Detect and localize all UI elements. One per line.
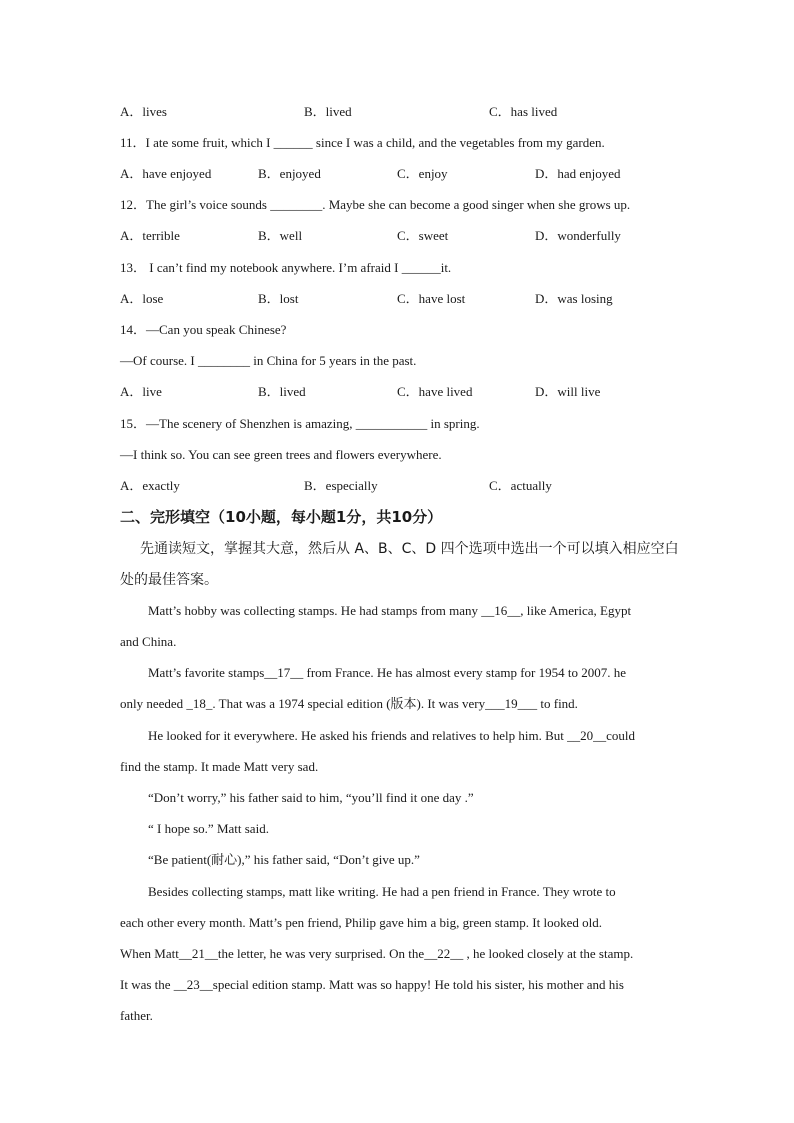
passage-text: , like America, Egypt xyxy=(520,603,632,618)
q14-line-2 xyxy=(120,353,416,369)
passage-text: He looked for it everywhere. He asked his friends and relatives to help him. But xyxy=(148,728,568,743)
passage-line: “Don’t worry,” his father said to him, “you’ll find it one day .” xyxy=(148,790,474,805)
q14-line-1: 14．—Can you speak Chinese? xyxy=(120,322,287,337)
q15-line-2: —I think so. You can see green trees and flowers everywhere. xyxy=(120,447,442,462)
q13-option-c: C．have lost xyxy=(397,291,466,306)
q13-option-d: D．was losing xyxy=(535,291,613,306)
passage-text: could xyxy=(606,728,636,743)
q11-stem xyxy=(120,135,605,151)
blank-17: __17__ xyxy=(264,665,304,680)
q12-option-c: C．sweet xyxy=(397,228,449,243)
q10-option-a: A．lives xyxy=(120,104,167,119)
passage-text: , he looked closely at the stamp. xyxy=(463,946,634,961)
q13-option-b: B．lost xyxy=(258,291,299,306)
passage-text: only needed xyxy=(120,696,187,711)
q11-stem-text-end: since I was a child, and the vegetables from my garden. xyxy=(312,135,605,150)
passage-text: When Matt xyxy=(120,946,179,961)
passage-line xyxy=(148,665,626,681)
passage-text: Matt’s favorite stamps xyxy=(148,665,265,680)
q12-option-d: D．wonderfully xyxy=(535,228,621,243)
q11-option-a: A．have enjoyed xyxy=(120,166,212,181)
q12-stem-text: 12．The girl’s voice sounds xyxy=(120,197,271,212)
passage-text: the letter, he was very surprised. On the xyxy=(217,946,425,961)
blank-23: __23__ xyxy=(173,977,213,992)
q11-option-b: B．enjoyed xyxy=(258,166,321,181)
q14-line-2-text: —Of course. I xyxy=(120,353,198,368)
passage-line xyxy=(120,696,578,712)
q15-line-1-text-end: in spring. xyxy=(427,416,480,431)
q11-option-c: C．enjoy xyxy=(397,166,448,181)
passage-line: Besides collecting stamps, matt like writing. He had a pen friend in France. They wrote to xyxy=(148,884,616,899)
q11-stem-text: 11．I ate some fruit, which I xyxy=(120,135,274,150)
passage-line xyxy=(148,728,635,744)
q10-option-c: C．has lived xyxy=(489,104,558,119)
passage-text: Matt’s hobby was collecting stamps. He had stamps from many xyxy=(148,603,482,618)
section-heading: 二、完形填空（10小题，每小题1分，共10分） xyxy=(120,508,443,526)
q12-stem-text-end: . Maybe she can become a good singer when she grows up. xyxy=(322,197,631,212)
passage-line: “ I hope so.” Matt said. xyxy=(148,821,269,836)
q13-stem xyxy=(120,260,451,276)
q14-option-b: B．lived xyxy=(258,384,306,399)
blank-19: ___19___ xyxy=(485,696,538,711)
blank-16: __16__ xyxy=(481,603,521,618)
passage-line: find the stamp. It made Matt very sad. xyxy=(120,759,319,774)
section-instructions-line-1: 先通读短文，掌握其大意，然后从 A、B、C、D 四个选项中选出一个可以填入相应空白 xyxy=(140,541,679,557)
blank-18: _18_ xyxy=(186,696,213,711)
q14-option-d: D．will live xyxy=(535,384,601,399)
blank-20: __20__ xyxy=(567,728,607,743)
q15-blank: ___________ xyxy=(355,416,428,431)
q14-line-2-text-end: in China for 5 years in the past. xyxy=(249,353,417,368)
blank-21: __21__ xyxy=(178,946,218,961)
passage-line: each other every month. Matt’s pen friend, Philip gave him a big, green stamp. It looked old. xyxy=(120,915,602,930)
passage-line: father. xyxy=(120,1008,153,1023)
passage-line xyxy=(120,946,633,962)
passage-text: It was the xyxy=(120,977,174,992)
passage-line xyxy=(148,603,631,619)
q10-option-b: B．lived xyxy=(304,104,352,119)
q12-option-a: A．terrible xyxy=(120,228,180,243)
q12-stem xyxy=(120,197,630,213)
q13-blank: ______ xyxy=(401,260,441,275)
q14-option-a: A．live xyxy=(120,384,162,399)
passage-line: and China. xyxy=(120,634,177,649)
q15-line-1-text: 15．—The scenery of Shenzhen is amazing, xyxy=(120,416,356,431)
q13-stem-text: 13． I can’t find my notebook anywhere. I’m afraid I xyxy=(120,260,402,275)
q14-option-c: C．have lived xyxy=(397,384,473,399)
section-instructions-line-2: 处的最佳答案。 xyxy=(120,572,218,588)
q11-blank: ______ xyxy=(273,135,313,150)
passage-text: special edition stamp. Matt was so happy! He told his sister, his mother and his xyxy=(212,977,624,992)
q12-blank: ________ xyxy=(270,197,323,212)
q15-line-1 xyxy=(120,416,480,432)
q15-option-c: C．actually xyxy=(489,478,552,493)
q15-option-b: B．especially xyxy=(304,478,378,493)
passage-text: . That was a 1974 special edition (版本). It was very xyxy=(212,696,486,711)
blank-22: __22__ xyxy=(424,946,464,961)
q13-option-a: A．lose xyxy=(120,291,164,306)
q14-blank: ________ xyxy=(197,353,250,368)
passage-text: from France. He has almost every stamp for 1954 to 2007. he xyxy=(303,665,627,680)
q15-option-a: A．exactly xyxy=(120,478,180,493)
q13-stem-text-end: it. xyxy=(440,260,452,275)
q12-option-b: B．well xyxy=(258,228,303,243)
passage-line xyxy=(120,977,624,993)
passage-text: to find. xyxy=(537,696,578,711)
passage-line: “Be patient(耐心),” his father said, “Don’t give up.” xyxy=(148,852,420,867)
q11-option-d: D．had enjoyed xyxy=(535,166,621,181)
